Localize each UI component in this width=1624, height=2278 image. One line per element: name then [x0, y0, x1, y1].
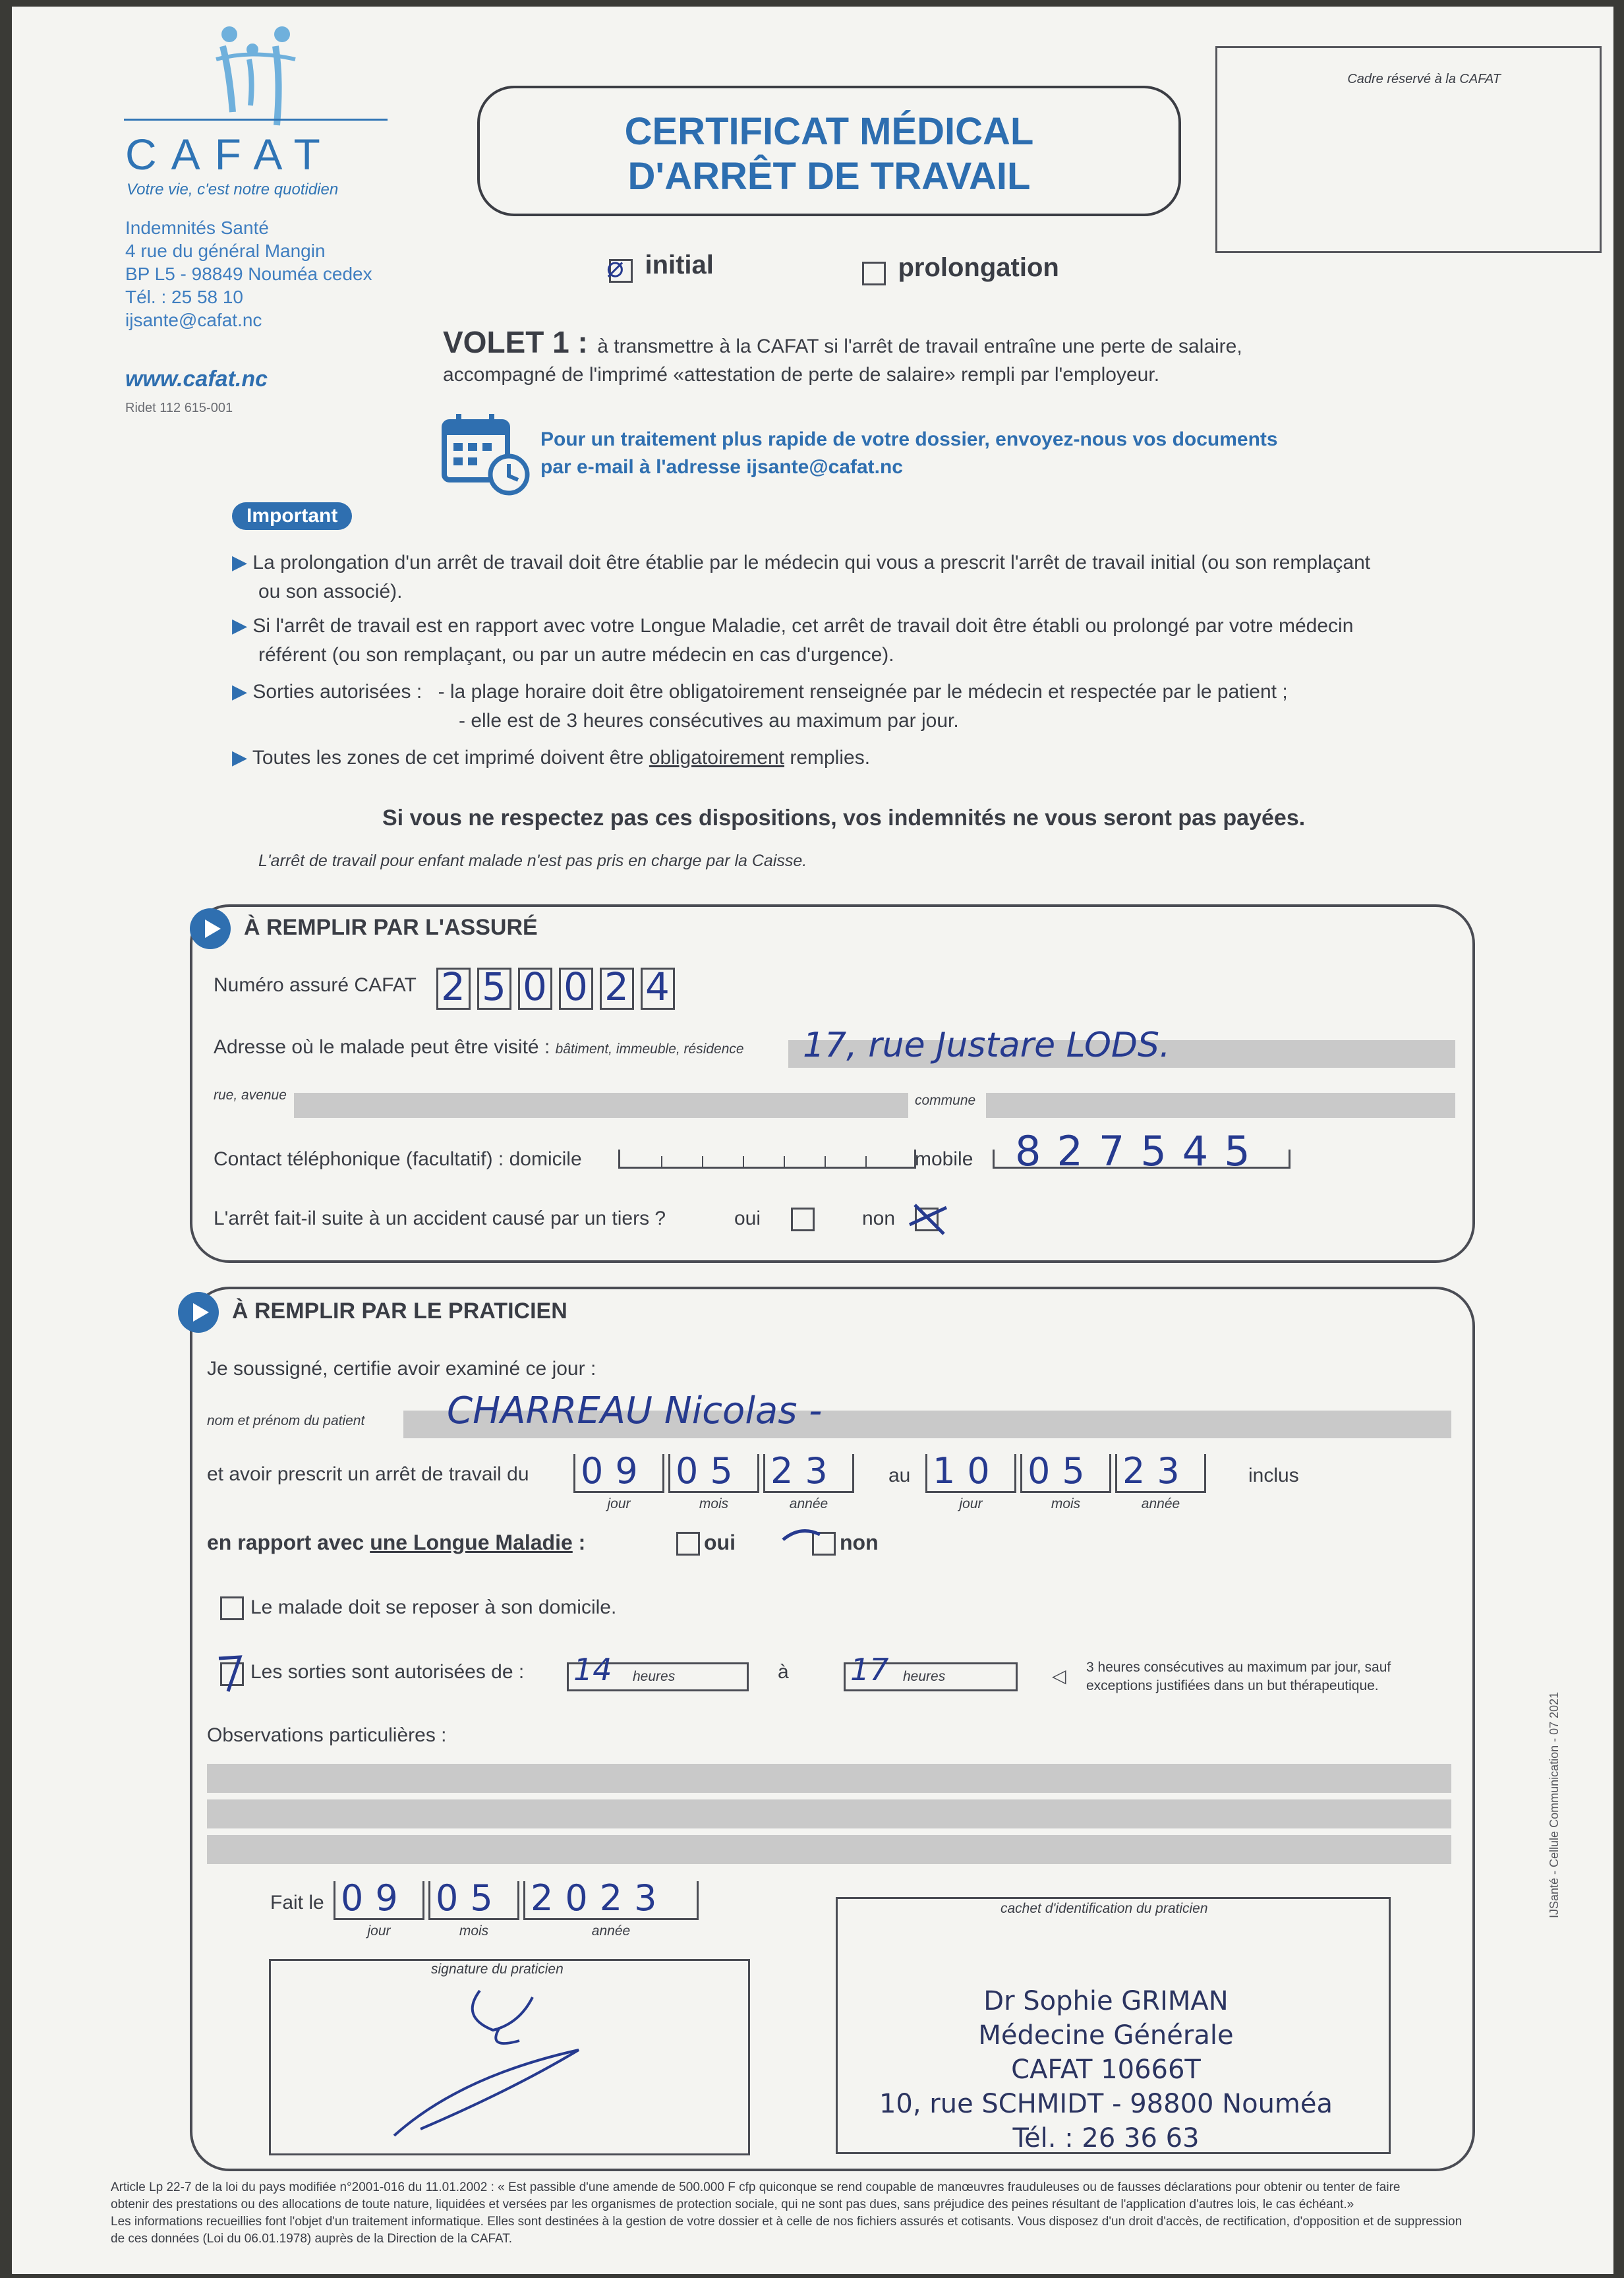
date-part-label: mois [459, 1923, 489, 1939]
adresse-label-text: Adresse où le malade peut être visité : [214, 1036, 550, 1058]
volet-block [443, 324, 1563, 386]
accident-non-label: non [862, 1208, 896, 1229]
important-text-cont: référent (ou son remplaçant, ou par un autre médecin en cas d'urgence). [258, 644, 894, 666]
fait-le-label: Fait le [270, 1892, 324, 1913]
sorties-to-value: 17 [850, 1652, 889, 1687]
observations-field-1[interactable] [207, 1764, 1451, 1793]
sorties-from-value: 14 [573, 1652, 612, 1687]
observations-field-3[interactable] [207, 1835, 1451, 1864]
important-text: Toutes les zones de cet imprimé doivent être [252, 747, 644, 769]
address-email[interactable]: ijsante@cafat.nc [125, 310, 262, 330]
volet-label: VOLET 1 : [443, 325, 588, 359]
important-text: Si l'arrêt de travail est en rapport avec votre Longue Maladie, cet arrêt de travail doit être établi ou prolongé par votre médecin [252, 615, 1354, 637]
au-label: au [888, 1465, 911, 1486]
address-line: Indemnités Santé [125, 218, 269, 238]
accident-label: L'arrêt fait-il suite à un accident causé par un tiers ? [214, 1208, 666, 1229]
commune-field[interactable] [986, 1093, 1455, 1118]
initial-checkbox[interactable]: ⌀ [609, 259, 633, 283]
important-text: Sorties autorisées : [252, 681, 422, 703]
certify-text: Je soussigné, certifie avoir examiné ce jour : [207, 1358, 596, 1380]
date-part-label: année [789, 1496, 828, 1511]
date-part-value: 10 [933, 1450, 1002, 1492]
handwritten-signature [381, 1977, 658, 2149]
important-item [232, 612, 1517, 641]
lm-suffix: : [578, 1531, 586, 1554]
email-info [540, 426, 1278, 481]
domicile-phone-field[interactable] [618, 1150, 916, 1169]
important-text: La prolongation d'un arrêt de travail doit être établie par le médecin qui vous a prescrit l'arrêt de travail initial (ou son remplaçant [252, 552, 1371, 573]
title-line-2: D'ARRÊT DE TRAVAIL [627, 155, 1031, 198]
logo-rule [124, 119, 388, 121]
date-part-value: 23 [1122, 1450, 1192, 1492]
numero-digit-box[interactable] [641, 964, 675, 1010]
cachet-label: cachet d'identification du praticien [994, 1901, 1215, 1917]
assure-section-title: À REMPLIR PAR L'ASSURÉ [244, 915, 538, 940]
date-part-box[interactable] [334, 1877, 424, 1939]
signature-label: signature du praticien [426, 1962, 569, 1977]
numero-field[interactable] [436, 966, 713, 1010]
rue-field[interactable] [294, 1093, 908, 1118]
play-arrow-icon [178, 1292, 219, 1333]
enfant-note: L'arrêt de travail pour enfant malade n'est pas pris en charge par la Caisse. [258, 852, 807, 870]
prolongation-checkbox[interactable] [862, 262, 886, 285]
handwritten-check-mark [214, 1650, 253, 1697]
cafat-reserved-box [1215, 46, 1602, 253]
title-line-1: CERTIFICAT MÉDICAL [624, 110, 1034, 153]
initial-label: initial [645, 250, 714, 279]
numero-digit: 0 [523, 964, 547, 1009]
sorties-note-2: exceptions justifiées dans un but thérapeutique. [1086, 1678, 1379, 1693]
numero-label: Numéro assuré CAFAT [214, 974, 417, 996]
patient-label: nom et prénom du patient [207, 1413, 365, 1428]
lm-non-label: non [840, 1531, 879, 1554]
numero-digit: 0 [564, 964, 588, 1009]
observations-label: Observations particulières : [207, 1724, 447, 1746]
bullet-triangle-icon: ▶ [232, 681, 248, 703]
rue-label: rue, avenue [214, 1088, 287, 1103]
footer-line: Article Lp 22-7 de la loi du pays modifiée n°2001-016 du 11.01.2002 : « Est passible d'une amende de 500.000 F cfp quiconque se rend coupable de manœuvres frauduleuses ou de fausses déclarations pour obtenir ou tenter de faire [111, 2180, 1401, 2194]
warning-text: Si vous ne respectez pas ces dispositions, vos indemnités ne vous seront pas payées. [382, 805, 1306, 831]
brand-name: CAFAT [125, 130, 335, 179]
numero-digit-box[interactable] [559, 964, 593, 1010]
date-part-value: 05 [1028, 1450, 1097, 1492]
stamp-line: Tél. : 26 36 63 [1012, 2123, 1200, 2153]
legal-footer [111, 2179, 1541, 2248]
date-part-value: 23 [770, 1450, 840, 1492]
date-part-value: 05 [436, 1877, 505, 1919]
footer-line: Les informations recueillies font l'objet d'un traitement informatique. Elles sont destinées à la gestion de votre dossier et à celle de nos fichiers assurés et cotisants. Vous disposez d'un droit d'accès, de rectification, d'opposition et de suppression [111, 2215, 1463, 2229]
domicile-label: Le malade doit se reposer à son domicile. [250, 1596, 617, 1618]
date-part-box[interactable] [668, 1450, 759, 1511]
numero-digit-box[interactable] [518, 964, 552, 1010]
accident-oui-label: oui [734, 1208, 761, 1229]
important-badge: Important [232, 502, 352, 530]
mobile-value: 827545 [1015, 1127, 1266, 1175]
important-item [232, 548, 1517, 577]
date-part-label: année [591, 1923, 631, 1939]
bullet-triangle-icon: ▶ [232, 747, 248, 769]
cafat-address [125, 216, 372, 332]
date-part-value: 09 [341, 1877, 410, 1919]
website-link[interactable]: www.cafat.nc [125, 366, 268, 392]
type-prolongation-option[interactable] [862, 253, 1059, 285]
brand-tagline: Votre vie, c'est notre quotidien [127, 181, 339, 198]
bullet-triangle-icon: ▶ [232, 615, 248, 637]
date-part-label: jour [607, 1496, 631, 1511]
footer-line: obtenir des prestations ou des allocations de toute nature, liquidées et versées par les organismes de protection sociale, qui ne sont pas dues, sans préjudice des peines résultant de l'application d'autres lois, le cas échéant.» [111, 2198, 1354, 2211]
observations-field-2[interactable] [207, 1799, 1451, 1828]
email-info-line-1: Pour un traitement plus rapide de votre dossier, envoyez-nous vos documents [540, 428, 1278, 450]
important-text-cont: ou son associé). [258, 581, 403, 602]
important-text: remplies. [790, 747, 871, 769]
numero-digit-box[interactable] [477, 964, 511, 1010]
sorties-label: Les sorties sont autorisées de : [250, 1661, 525, 1683]
footer-line: de ces données (Loi du 06.01.1978) auprès de la Direction de la CAFAT. [111, 2232, 513, 2246]
a-label: à [778, 1661, 789, 1683]
cadre-label: Cadre réservé à la CAFAT [1347, 72, 1501, 86]
praticien-section-title: À REMPLIR PAR LE PRATICIEN [232, 1299, 567, 1324]
longue-maladie-label [207, 1531, 585, 1555]
date-part-label: année [1141, 1496, 1180, 1511]
bullet-triangle-icon: ▶ [232, 552, 248, 573]
volet-text-2: accompagné de l'imprimé «attestation de perte de salaire» rempli par l'employeur. [443, 364, 1160, 386]
date-part-box[interactable] [925, 1450, 1016, 1511]
lm-prefix: en rapport avec [207, 1531, 364, 1554]
date-part-label: mois [699, 1496, 729, 1511]
date-part-box[interactable] [1115, 1450, 1206, 1511]
adresse-batiment-value: 17, rue Justare LODS. [803, 1026, 1171, 1065]
email-info-line-2: par e-mail à l'adresse ijsante@cafat.nc [540, 456, 903, 478]
date-part-box[interactable] [523, 1877, 699, 1939]
numero-digit: 2 [604, 964, 629, 1009]
type-initial-option[interactable] [606, 250, 714, 284]
important-text-cont: - elle est de 3 heures consécutives au maximum par jour. [459, 710, 959, 732]
important-text: - la plage horaire doit être obligatoirement renseignée par le médecin et respectée par le patient ; [438, 681, 1288, 703]
prescrit-label: et avoir prescrit un arrêt de travail du [207, 1463, 529, 1485]
numero-digit-box[interactable] [436, 964, 471, 1010]
date-part-box[interactable] [428, 1877, 519, 1939]
commune-label: commune [915, 1093, 976, 1108]
certificate-form [12, 7, 1613, 2274]
adresse-hint: bâtiment, immeuble, résidence [555, 1041, 744, 1057]
sorties-note-1: 3 heures consécutives au maximum par jour, [1086, 1660, 1361, 1675]
date-part-box[interactable] [573, 1450, 664, 1511]
numero-digit-box[interactable] [600, 964, 634, 1010]
adresse-label [214, 1036, 744, 1059]
ridet-number: Ridet 112 615-001 [125, 401, 233, 415]
date-part-value: 2023 [531, 1877, 669, 1919]
handwritten-check-mark [780, 1521, 833, 1548]
date-part-box[interactable] [1020, 1450, 1111, 1511]
calendar-clock-icon [439, 411, 531, 497]
accident-oui-checkbox[interactable] [791, 1208, 815, 1231]
date-part-box[interactable] [763, 1450, 854, 1511]
mobile-label: mobile [915, 1148, 973, 1170]
triangle-left-icon: ◁ [1052, 1666, 1066, 1686]
numero-digit: 2 [441, 964, 465, 1009]
praticien-stamp [809, 1984, 1403, 2155]
important-item [232, 678, 1517, 707]
stamp-line: Dr Sophie GRIMAN [983, 1986, 1229, 2016]
title-box [477, 86, 1181, 216]
important-item [232, 744, 1517, 773]
cafat-figures-logo [203, 20, 322, 145]
stamp-line: Médecine Générale [978, 2020, 1234, 2051]
lm-oui-label: oui [704, 1531, 736, 1554]
contact-label: Contact téléphonique (facultatif) : domicile [214, 1148, 582, 1170]
patient-name-value: CHARREAU Nicolas - [447, 1389, 823, 1432]
longue-maladie-oui-checkbox[interactable] [676, 1532, 700, 1556]
sorties-note [1086, 1658, 1391, 1695]
numero-digit: 5 [482, 964, 506, 1009]
heures-label: heures [903, 1669, 946, 1684]
inclus-label: inclus [1248, 1465, 1299, 1486]
important-list [232, 548, 1517, 773]
important-underlined: obligatoirement [649, 747, 784, 769]
lm-link: une Longue Maladie [370, 1531, 573, 1554]
play-arrow-icon [190, 908, 231, 949]
sorties-note-1b: sauf [1364, 1660, 1391, 1675]
numero-digit: 4 [645, 964, 670, 1009]
address-line: Tél. : 25 58 10 [125, 287, 244, 307]
volet-text-1: à transmettre à la CAFAT si l'arrêt de travail entraîne une perte de salaire, [597, 336, 1242, 357]
side-note: IJSanté - Cellule Communication - 07 2021 [1548, 1691, 1561, 1918]
heures-label: heures [633, 1669, 676, 1684]
address-line: BP L5 - 98849 Nouméa cedex [125, 264, 372, 284]
date-part-value: 05 [676, 1450, 745, 1492]
date-part-value: 09 [581, 1450, 650, 1492]
stamp-line: CAFAT 10666T [1011, 2055, 1201, 2085]
stamp-line: 10, rue SCHMIDT - 98800 Nouméa [879, 2089, 1333, 2119]
date-part-label: jour [367, 1923, 391, 1939]
date-part-label: jour [959, 1496, 983, 1511]
address-line: 4 rue du général Mangin [125, 241, 326, 261]
domicile-checkbox[interactable] [220, 1596, 244, 1620]
prolongation-label: prolongation [898, 253, 1059, 282]
date-part-label: mois [1051, 1496, 1081, 1511]
handwritten-check-mark [906, 1198, 952, 1238]
